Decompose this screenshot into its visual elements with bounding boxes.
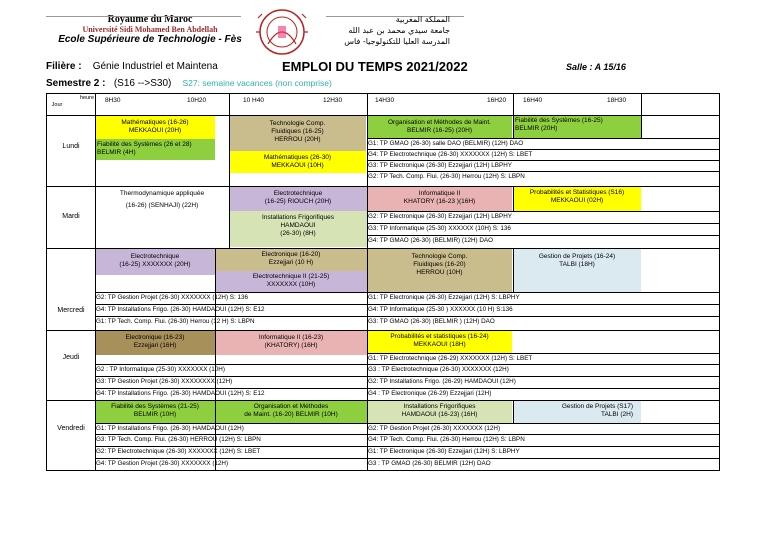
vendredi-slot2-organisation: Organisation et Méthodes de Maint. (16-20) BELMIR (10H) [215, 401, 367, 423]
header-rule-left [46, 16, 241, 17]
mercredi-tp-row: G3: TP GMAO (26-30) (BELMIR ) (12H) DAO [367, 316, 719, 329]
time-end-1: 10H20 [187, 97, 207, 104]
semestre-line [46, 78, 332, 89]
lundi-tp-row: G1: TP GMAO (26-30) salle DAO (BELMIR) (12H) DAO [367, 138, 719, 149]
mardi-slot1-thermo: Thermodynamique appliquée (16-26) (SENHAJI) (22H) [119, 190, 205, 209]
mercredi-slot2-electrotech2: Electrotechnique II (21-25) XXXXXXX (10H) [215, 271, 367, 292]
grid-line [513, 186, 514, 211]
mardi-slot2-frigo: Installations Frigorifiques HAMDAOUI (26-30) (8H) [229, 211, 367, 247]
lundi-tp-row: G2: TP Tech. Comp. Flui. (26-30) Herrou (12H) S: LBPN [367, 171, 719, 185]
grid-line [47, 330, 719, 331]
grid-line [95, 94, 96, 470]
university-name: Université Sidi Mohamed Ben Abdellah [82, 25, 218, 34]
mercredi-tp-row: G4: TP Installations Frigo. (26-30) HAMDAOUI (12H) S: E12 [95, 304, 367, 316]
mercredi-slot2-electronique: Electronique (16-20) Ezzejjari (10 H) [215, 249, 367, 271]
school-name: Ecole Supérieure de Technologie - Fès [58, 34, 242, 45]
filiere-line [46, 61, 218, 72]
page-title: EMPLOI DU TEMPS 2021/2022 [282, 59, 468, 74]
semestre-range: (S16 -->S30) [113, 78, 172, 89]
grid-line [367, 94, 368, 470]
vendredi-tp-row: G2: TP Gestion Projet (26-30) XXXXXXX (12H) [367, 423, 719, 434]
vendredi-tp-row: G3 : TP GMAO (26-30) BELMIR (12H) DAO [367, 458, 719, 470]
institution-header [50, 14, 250, 45]
kingdom-name: Royaume du Maroc [107, 14, 193, 25]
time-end-4: 18H30 [607, 97, 627, 104]
time-start-2: 10 H40 [243, 97, 264, 104]
university-logo-icon [248, 6, 316, 58]
vendredi-slot1-fiabilite: Fiabilité des Systèmes (21-25) BELMIR (10H) [95, 401, 215, 423]
semestre-note: S27: semaine vacances (non comprise) [182, 78, 332, 88]
lundi-slot2-techno: Technologie Comp. Fluidiques (16-25) HERROU (20H) [229, 116, 366, 151]
time-start-4: 16H40 [523, 97, 543, 104]
grid-line [47, 400, 719, 401]
mardi-slot2-electrotech: Electrotechnique (16-25) RIOUCH (20H) [229, 187, 367, 211]
timetable-grid [46, 93, 720, 471]
mercredi-tp-row: G1: TP Electronique (26-30) Ezzejjari (12H) S: LBPHY [367, 292, 719, 304]
arabic-school: المدرسة العليا للتكنولوجيا- فاس [344, 37, 450, 46]
grid-line [513, 248, 514, 292]
jeudi-tp-row: G4 : TP Electronique (26-29) Ezzejjari (12H) [367, 388, 719, 400]
corner-heure: heure [79, 95, 95, 101]
mardi-slot3-info: Informatique II KHATORY (16-23 )(16H) [367, 187, 512, 211]
lundi-slot1-fiabilite: Fiabilité des Systèmes (26 et 28) BELMIR (4H) [95, 139, 215, 160]
vendredi-slot3-frigo: Installations Frigorifiques HAMDAOUI (16-23) (16H) [367, 401, 512, 423]
jeudi-tp-row: G1: TP Electrotechnique (26-29) XXXXXXX (12H) S: LBET [367, 353, 719, 364]
day-mardi: Mardi [62, 213, 80, 220]
lundi-tp-row: G3: TP Electronique (26-30) Ezzejjari (12H) LBPHY [367, 160, 719, 171]
mardi-tp-row: G4: TP GMAO (26-30) (BELMIR) (12H) DAO [367, 235, 719, 247]
mercredi-slot4-gestion: Gestion de Projets (16-24) TALBI (18H) [513, 249, 641, 292]
day-lundi: Lundi [62, 143, 80, 150]
arabic-kingdom: المملكة المغربية [395, 15, 450, 24]
jeudi-slot3-proba: Probabilités et statistiques (16-24) MEKKAOUI (18H) [367, 331, 512, 353]
day-mercredi: Mercredi [57, 307, 85, 314]
vendredi-tp-row: G2: TP Electrotechnique (26-30) XXXXXXX (12H) S: LBET [95, 446, 367, 458]
grid-line [215, 248, 216, 470]
grid-line [47, 115, 719, 116]
jeudi-slot2-info: Informatique II (16-23) (KHATORY) (16H) [215, 331, 367, 355]
time-end-2: 12H30 [323, 97, 343, 104]
mercredi-tp-row: G2: TP Gestion Projet (26-30) XXXXXXX (12H) S: 136 [95, 292, 367, 304]
time-start-3: 14H30 [375, 97, 395, 104]
grid-line [513, 94, 514, 138]
lundi-tp-row: G4: TP Electrotechnique (26-30) XXXXXXX (12H) S: LBET [367, 149, 719, 160]
mercredi-slot3-techno: Technologie Comp. Fluidiques (16-20) HERROU (10H) [367, 249, 512, 292]
salle-label: Salle : A 15/16 [566, 62, 626, 72]
jeudi-tp-row: G2: TP Installations Frigo. (26-29) HAMDAOUI (12H) [367, 376, 719, 388]
vendredi-tp-row: G4: TP Gestion Projet (26-30) XXXXXXX (12H) [95, 458, 367, 470]
lundi-slot1-math: Mathématiques (16-26) MEKKAOUI (20H) [95, 116, 215, 139]
day-jeudi: Jeudi [62, 354, 80, 361]
corner-jour: Jour [51, 102, 63, 108]
mardi-tp-row: G2: TP Electronique (26-30) Ezzejjari (12H) LBPHY [367, 211, 719, 223]
jeudi-tp-row: G3: TP Gestion Projet (26-30) XXXXXXXX (12H) [95, 376, 367, 388]
grid-line [47, 186, 719, 187]
jeudi-tp-row: G3 : TP Electrotechnique (26-30) XXXXXXX (12H) [367, 364, 719, 376]
lundi-slot4-fiabilite: Fiabilité des Systèmes (16-25) BELMIR (20H) [513, 116, 641, 138]
vendredi-tp-row: G1: TP Electronique (26-30) Ezzejjari (12H) S: LBPHY [367, 446, 719, 458]
lundi-slot3-organisation: Organisation et Méthodes de Maint. BELMIR (16-25) (20H) [367, 116, 512, 138]
grid-line [513, 400, 514, 423]
filiere-value: Génie Industriel et Maintena [92, 61, 218, 72]
mardi-slot4-proba: Probabilités et Statistiques (S16) MEKKAOUI (02H) [513, 187, 641, 211]
arabic-header [330, 14, 450, 47]
time-start-1: 8H30 [105, 97, 121, 104]
jeudi-tp-row: G2 : TP Informatique (25-30) XXXXXXX (10H) [95, 364, 367, 376]
grid-line [47, 248, 719, 249]
vendredi-slot4-gestion: Gestion de Projets (S17) TALBI (2H) [513, 401, 641, 423]
lundi-slot2-math: Mathématiques (26-30) MEKKAOUI (10H) [229, 151, 366, 173]
grid-line [229, 94, 230, 248]
vendredi-tp-row: G1: TP Installations Frigo. (26-30) HAMDAOUI (12H) [95, 423, 367, 434]
jeudi-tp-row: G4: TP Installations Frigo. (26-30) HAMDAOUI (12H) S: E12 [95, 388, 367, 400]
grid-line [641, 94, 642, 138]
mercredi-tp-row: G4: TP Informatique (25-30 ) XXXXXX (10 H) S:136 [367, 304, 719, 316]
arabic-university: جامعة سيدي محمد بن عبد الله [348, 26, 450, 35]
mardi-tp-row: G3: TP Informatique (25-30) XXXXXX (10H) S: 136 [367, 223, 719, 235]
jeudi-slot1-electronique: Electronique (16-23) Ezzejjari (16H) [95, 331, 215, 355]
filiere-label: Filière : [46, 61, 82, 72]
semestre-label: Semestre 2 : [46, 78, 106, 89]
day-vendredi: Vendredi [57, 425, 85, 432]
mercredi-slot1-electrotech: Electrotechnique (16-25) XXXXXXX (20H) [95, 249, 215, 275]
mercredi-tp-row: G1: TP Tech. Comp. Flui. (26-30) Herrou (12 H) S: LBPN [95, 316, 367, 329]
time-end-3: 16H20 [487, 97, 507, 104]
vendredi-tp-row: G4: TP Tech. Comp. Flui. (26-30) Herrou (12H) S: LBPN [367, 434, 719, 446]
vendredi-tp-row: G3: TP Tech. Comp. Flui. (26-30) HERROU (12H) S: LBPN [95, 434, 367, 446]
